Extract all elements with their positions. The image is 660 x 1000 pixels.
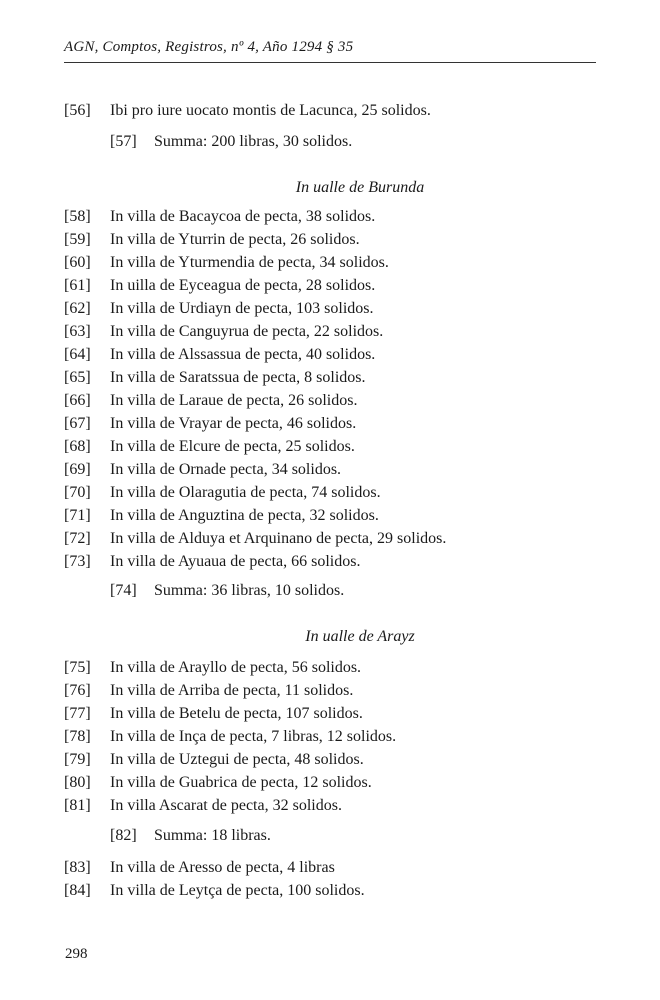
entry-number: [75]	[64, 659, 91, 676]
entry-number: [80]	[64, 774, 91, 791]
entry-number: [68]	[64, 438, 91, 455]
entry-text: In villa de Betelu de pecta, 107 solidos.	[110, 705, 363, 722]
entry-text: In villa de Yturrin de pecta, 26 solidos.	[110, 231, 360, 248]
entry-text: In villa de Laraue de pecta, 26 solidos.	[110, 392, 358, 409]
entry-text: In villa de Guabrica de pecta, 12 solidos.	[110, 774, 372, 791]
summa-text: Summa: 36 libras, 10 solidos.	[154, 582, 345, 599]
section-heading: In ualle de Burunda	[295, 179, 425, 196]
entry-number: [62]	[64, 300, 91, 317]
entry-number: [65]	[64, 369, 91, 386]
entry-text: In villa de Canguyrua de pecta, 22 solidos.	[110, 323, 384, 340]
entry-text: In villa de Ornade pecta, 34 solidos.	[110, 461, 342, 478]
entry-text: In villa de Inça de pecta, 7 libras, 12 solidos.	[110, 728, 397, 745]
entry-number: [78]	[64, 728, 91, 745]
entry-text: In villa de Bacaycoa de pecta, 38 solidos.	[110, 208, 376, 225]
entry-text: In villa de Arriba de pecta, 11 solidos.	[110, 682, 354, 699]
entry-number: [59]	[64, 231, 91, 248]
entry-text: Ibi pro iure uocato montis de Lacunca, 25 solidos.	[110, 102, 431, 119]
entry-text: In villa Ascarat de pecta, 32 solidos.	[110, 797, 342, 814]
entry-text: In villa de Ayuaua de pecta, 66 solidos.	[110, 553, 361, 570]
summa-number: [57]	[110, 133, 137, 150]
entry-number: [71]	[64, 507, 91, 524]
entry-number: [77]	[64, 705, 91, 722]
entry-text: In villa de Uztegui de pecta, 48 solidos.	[110, 751, 364, 768]
entry-number: [56]	[64, 102, 91, 119]
summa-number: [74]	[110, 582, 137, 599]
entry-number: [70]	[64, 484, 91, 501]
summa-text: Summa: 200 libras, 30 solidos.	[154, 133, 353, 150]
entry-number: [61]	[64, 277, 91, 294]
entry-text: In villa de Vrayar de pecta, 46 solidos.	[110, 415, 357, 432]
entry-text: In villa de Yturmendia de pecta, 34 solidos.	[110, 254, 389, 271]
summa-number: [82]	[110, 827, 137, 844]
entry-number: [81]	[64, 797, 91, 814]
entry-number: [84]	[64, 882, 91, 899]
entry-number: [58]	[64, 208, 91, 225]
entry-text: In villa de Olaragutia de pecta, 74 solidos.	[110, 484, 381, 501]
entry-number: [79]	[64, 751, 91, 768]
entry-number: [69]	[64, 461, 91, 478]
entry-number: [73]	[64, 553, 91, 570]
summa-text: Summa: 18 libras.	[154, 827, 271, 844]
entry-number: [76]	[64, 682, 91, 699]
entry-text: In villa de Elcure de pecta, 25 solidos.	[110, 438, 355, 455]
entry-text: In villa de Saratssua de pecta, 8 solidos.	[110, 369, 366, 386]
entry-text: In villa de Alduya et Arquinano de pecta, 29 solidos.	[110, 530, 447, 547]
entry-text: In villa de Anguztina de pecta, 32 solidos.	[110, 507, 379, 524]
entry-text: In villa de Alssassua de pecta, 40 solidos.	[110, 346, 376, 363]
entry-number: [66]	[64, 392, 91, 409]
entry-number: [64]	[64, 346, 91, 363]
page-number: 298	[65, 946, 88, 962]
running-header	[64, 38, 596, 63]
entry-number: [72]	[64, 530, 91, 547]
entry-number: [60]	[64, 254, 91, 271]
entry-text: In villa de Arayllo de pecta, 56 solidos.	[110, 659, 362, 676]
section-heading: In ualle de Arayz	[305, 628, 415, 645]
entry-number: [67]	[64, 415, 91, 432]
entry-text: In villa de Leytça de pecta, 100 solidos.	[110, 882, 365, 899]
running-title: AGN, Comptos, Registros, nº 4, Año 1294 § 35	[64, 39, 354, 55]
entry-text: In villa de Urdiayn de pecta, 103 solidos.	[110, 300, 374, 317]
entry-text: In uilla de Eyceagua de pecta, 28 solidos.	[110, 277, 376, 294]
entry-number: [63]	[64, 323, 91, 340]
entry-number: [83]	[64, 859, 91, 876]
entry-text: In villa de Aresso de pecta, 4 libras	[110, 859, 335, 876]
